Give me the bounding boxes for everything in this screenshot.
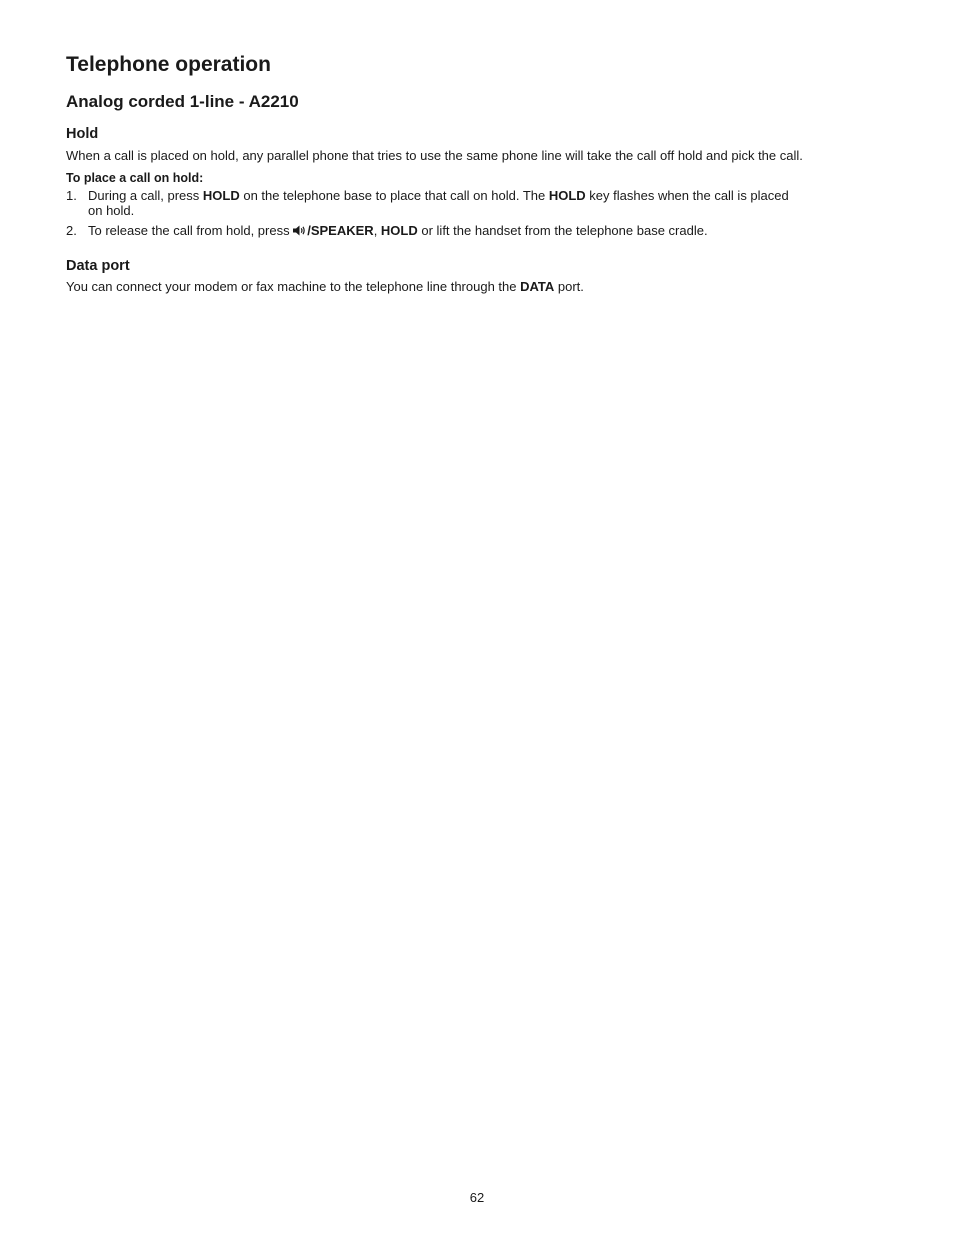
data-port-description bbox=[66, 279, 584, 294]
step-number: 1. bbox=[66, 188, 77, 203]
step-text-part: , bbox=[373, 223, 381, 238]
step-text-part: or lift the handset from the telephone base cradle. bbox=[417, 223, 708, 238]
procedure-title: To place a call on hold: bbox=[66, 171, 204, 185]
step-text bbox=[88, 223, 858, 238]
step-text-part: To release the call from hold, press bbox=[88, 223, 294, 238]
page-title: Telephone operation bbox=[66, 53, 271, 76]
step-text-part: During a call, press bbox=[88, 188, 203, 203]
step-text-part: on hold. bbox=[88, 203, 135, 218]
page-number: 62 bbox=[469, 1190, 485, 1205]
hold-key-label: HOLD bbox=[202, 188, 240, 203]
hold-key-label: HOLD bbox=[548, 188, 586, 203]
data-port-heading: Data port bbox=[66, 258, 130, 274]
hold-key-label: HOLD bbox=[380, 223, 418, 238]
step-text-part: key flashes when the call is placed bbox=[585, 188, 789, 203]
hold-description: When a call is placed on hold, any parallel phone that tries to use the same phone line will take the call off hold and pick the call. bbox=[66, 148, 803, 163]
data-port-label: DATA bbox=[520, 279, 555, 294]
speaker-icon bbox=[293, 225, 307, 236]
data-port-text-part: port. bbox=[554, 279, 584, 294]
hold-heading: Hold bbox=[66, 126, 99, 142]
speaker-key-label: /SPEAKER bbox=[307, 223, 374, 238]
data-port-text-part: You can connect your modem or fax machine to the telephone line through the bbox=[66, 279, 521, 294]
section-title: Analog corded 1-line - A2210 bbox=[66, 92, 299, 111]
step-text-part: on the telephone base to place that call on hold. The bbox=[239, 188, 549, 203]
step-number: 2. bbox=[66, 223, 77, 238]
step-text bbox=[88, 188, 858, 218]
